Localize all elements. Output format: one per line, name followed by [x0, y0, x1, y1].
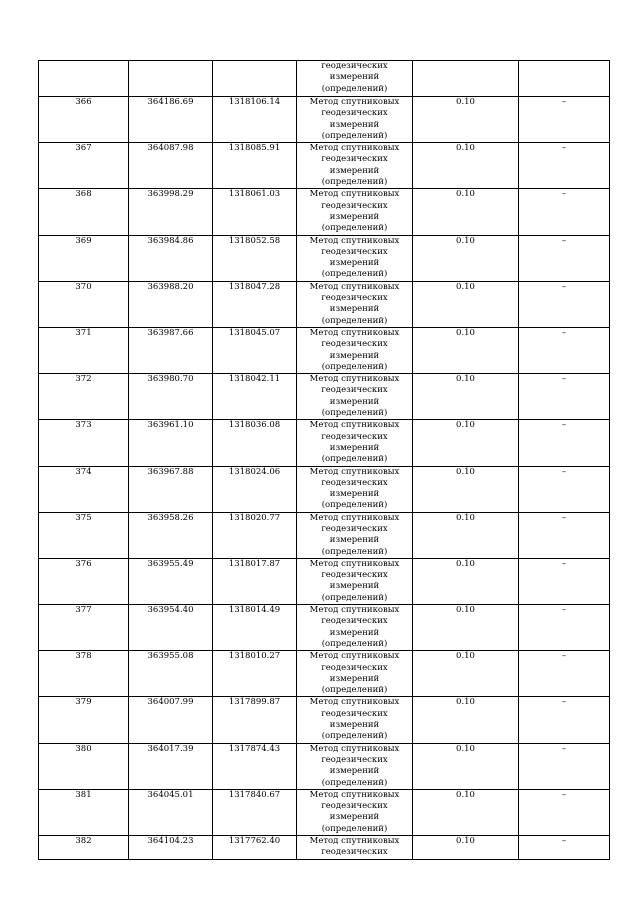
method-line: геодезических: [321, 339, 388, 350]
accuracy-cell: 0.10: [413, 743, 519, 789]
point-number-cell: 381: [39, 789, 129, 835]
table-row: [39, 143, 610, 189]
point-number-cell: 372: [39, 374, 129, 420]
point-number-cell: 380: [39, 743, 129, 789]
method-line: геодезических: [321, 801, 388, 812]
x-coordinate-cell: 364017.39: [129, 743, 213, 789]
table-row: [39, 789, 610, 835]
x-coordinate-cell: 364007.99: [129, 697, 213, 743]
y-coordinate-cell: 1318014.49: [213, 605, 297, 651]
method-line: геодезических: [321, 616, 388, 627]
method-line: Метод спутниковых: [309, 420, 400, 431]
method-line: (определений): [321, 546, 388, 557]
method-line: измерений: [329, 720, 380, 731]
method-line: измерений: [329, 766, 380, 777]
method-line: Метод спутниковых: [309, 512, 400, 523]
accuracy-cell: 0.10: [413, 327, 519, 373]
method-line: измерений: [329, 812, 380, 823]
note-cell: –: [519, 789, 610, 835]
y-coordinate-cell: 1318085.91: [213, 143, 297, 189]
method-line: геодезических: [321, 523, 388, 534]
method-line: измерений: [329, 442, 380, 453]
x-coordinate-cell: 363987.66: [129, 327, 213, 373]
method-line: геодезических: [321, 61, 388, 71]
method-line: измерений: [329, 72, 380, 83]
method-line: Метод спутниковых: [309, 789, 400, 800]
method-cell: [297, 61, 413, 97]
method-cell: [297, 189, 413, 235]
table-row-fragment-top: [39, 61, 610, 97]
note-cell: [519, 61, 610, 97]
x-coordinate-cell: 363955.49: [129, 558, 213, 604]
method-line: Метод спутниковых: [309, 97, 400, 107]
x-coordinate-cell: 364186.69: [129, 97, 213, 143]
method-line: (определений): [321, 500, 388, 511]
method-line: (определений): [321, 177, 388, 188]
method-line: измерений: [329, 258, 380, 269]
method-cell: [297, 651, 413, 697]
point-number-cell: 373: [39, 420, 129, 466]
method-line: геодезических: [321, 477, 388, 488]
y-coordinate-cell: 1318024.06: [213, 466, 297, 512]
note-cell: –: [519, 697, 610, 743]
coordinates-table: [38, 60, 610, 860]
method-line: геодезических: [321, 754, 388, 765]
accuracy-cell: 0.10: [413, 512, 519, 558]
accuracy-cell: 0.10: [413, 651, 519, 697]
y-coordinate-cell: 1318020.77: [213, 512, 297, 558]
table-row-fragment-bottom: [39, 836, 610, 860]
method-line: измерений: [329, 165, 380, 176]
point-number-cell: 369: [39, 235, 129, 281]
method-line: Метод спутниковых: [309, 281, 400, 292]
point-number-cell: 370: [39, 281, 129, 327]
method-line: геодезических: [321, 431, 388, 442]
x-coordinate-cell: 363988.20: [129, 281, 213, 327]
method-line: (определений): [321, 731, 388, 742]
table-row: [39, 189, 610, 235]
method-line: (определений): [321, 823, 388, 834]
method-line: Метод спутниковых: [309, 836, 400, 846]
note-cell: –: [519, 558, 610, 604]
accuracy-cell: 0.10: [413, 143, 519, 189]
method-line: измерений: [329, 396, 380, 407]
method-line: Метод спутниковых: [309, 235, 400, 246]
method-line: измерений: [329, 673, 380, 684]
accuracy-cell: 0.10: [413, 235, 519, 281]
accuracy-cell: 0.10: [413, 836, 519, 860]
method-line: (определений): [321, 454, 388, 465]
method-cell: [297, 789, 413, 835]
method-cell: [297, 235, 413, 281]
y-coordinate-cell: 1318047.28: [213, 281, 297, 327]
table-row: [39, 327, 610, 373]
point-number-cell: 366: [39, 97, 129, 143]
accuracy-cell: 0.10: [413, 466, 519, 512]
method-line: Метод спутниковых: [309, 697, 400, 708]
y-coordinate-cell: 1318042.11: [213, 374, 297, 420]
method-line: измерений: [329, 119, 380, 130]
note-cell: –: [519, 281, 610, 327]
x-coordinate-cell: 363984.86: [129, 235, 213, 281]
accuracy-cell: 0.10: [413, 558, 519, 604]
method-line: Метод спутниковых: [309, 327, 400, 338]
note-cell: –: [519, 189, 610, 235]
method-line: (определений): [321, 592, 388, 603]
y-coordinate-cell: 1318045.07: [213, 327, 297, 373]
x-coordinate-cell: 364087.98: [129, 143, 213, 189]
note-cell: –: [519, 97, 610, 143]
y-coordinate-cell: 1318010.27: [213, 651, 297, 697]
accuracy-cell: 0.10: [413, 605, 519, 651]
note-cell: –: [519, 420, 610, 466]
method-line: (определений): [321, 408, 388, 419]
table-row: [39, 605, 610, 651]
note-cell: –: [519, 605, 610, 651]
method-line: измерений: [329, 304, 380, 315]
method-line: (определений): [321, 361, 388, 372]
method-cell: [297, 697, 413, 743]
point-number-cell: 374: [39, 466, 129, 512]
method-cell: [297, 743, 413, 789]
method-cell: [297, 558, 413, 604]
note-cell: –: [519, 651, 610, 697]
y-coordinate-cell: 1317899.87: [213, 697, 297, 743]
method-line: (определений): [321, 315, 388, 326]
method-line: (определений): [321, 223, 388, 234]
table-row: [39, 374, 610, 420]
point-number-cell: 375: [39, 512, 129, 558]
x-coordinate-cell: 363961.10: [129, 420, 213, 466]
y-coordinate-cell: [213, 61, 297, 97]
table-row: [39, 743, 610, 789]
x-coordinate-cell: 363954.40: [129, 605, 213, 651]
table-body: [39, 61, 610, 860]
method-cell: [297, 97, 413, 143]
point-number-cell: 377: [39, 605, 129, 651]
method-line: Метод спутниковых: [309, 743, 400, 754]
table-row: [39, 97, 610, 143]
method-line: геодезических: [321, 293, 388, 304]
method-line: измерений: [329, 350, 380, 361]
accuracy-cell: 0.10: [413, 189, 519, 235]
point-number-cell: [39, 61, 129, 97]
table-row: [39, 651, 610, 697]
method-line: измерений: [329, 211, 380, 222]
table-row: [39, 466, 610, 512]
table-row: [39, 697, 610, 743]
x-coordinate-cell: [129, 61, 213, 97]
method-line: геодезических: [321, 154, 388, 165]
note-cell: –: [519, 836, 610, 860]
y-coordinate-cell: 1317840.67: [213, 789, 297, 835]
point-number-cell: 368: [39, 189, 129, 235]
method-line: (определений): [321, 83, 388, 94]
y-coordinate-cell: 1318061.03: [213, 189, 297, 235]
point-number-cell: 382: [39, 836, 129, 860]
method-cell: [297, 512, 413, 558]
accuracy-cell: 0.10: [413, 697, 519, 743]
method-line: геодезических: [321, 200, 388, 211]
method-line: измерений: [329, 535, 380, 546]
point-number-cell: 379: [39, 697, 129, 743]
method-line: Метод спутниковых: [309, 189, 400, 200]
y-coordinate-cell: 1318106.14: [213, 97, 297, 143]
method-cell: [297, 466, 413, 512]
note-cell: –: [519, 374, 610, 420]
method-line: геодезических: [321, 385, 388, 396]
method-cell: [297, 605, 413, 651]
method-line: геодезических: [321, 246, 388, 257]
x-coordinate-cell: 363967.88: [129, 466, 213, 512]
method-line: измерений: [329, 627, 380, 638]
y-coordinate-cell: 1318052.58: [213, 235, 297, 281]
x-coordinate-cell: 364104.23: [129, 836, 213, 860]
method-line: Метод спутниковых: [309, 143, 400, 154]
method-line: Метод спутниковых: [309, 466, 400, 477]
x-coordinate-cell: 363958.26: [129, 512, 213, 558]
point-number-cell: 378: [39, 651, 129, 697]
point-number-cell: 376: [39, 558, 129, 604]
note-cell: –: [519, 512, 610, 558]
accuracy-cell: [413, 61, 519, 97]
accuracy-cell: 0.10: [413, 97, 519, 143]
note-cell: –: [519, 466, 610, 512]
accuracy-cell: 0.10: [413, 374, 519, 420]
method-line: Метод спутниковых: [309, 558, 400, 569]
note-cell: –: [519, 143, 610, 189]
method-cell: [297, 836, 413, 860]
y-coordinate-cell: 1317874.43: [213, 743, 297, 789]
accuracy-cell: 0.10: [413, 281, 519, 327]
method-line: (определений): [321, 777, 388, 788]
table-row: [39, 281, 610, 327]
method-line: геодезических: [321, 108, 388, 119]
y-coordinate-cell: 1317762.40: [213, 836, 297, 860]
method-cell: [297, 374, 413, 420]
table-row: [39, 235, 610, 281]
note-cell: –: [519, 743, 610, 789]
table-row: [39, 512, 610, 558]
method-line: (определений): [321, 638, 388, 649]
x-coordinate-cell: 364045.01: [129, 789, 213, 835]
method-line: геодезических: [321, 662, 388, 673]
accuracy-cell: 0.10: [413, 789, 519, 835]
method-cell: [297, 420, 413, 466]
method-cell: [297, 327, 413, 373]
method-line: Метод спутниковых: [309, 374, 400, 385]
method-line: Метод спутниковых: [309, 651, 400, 662]
method-line: геодезических: [321, 847, 388, 858]
method-line: (определений): [321, 130, 388, 141]
y-coordinate-cell: 1318017.87: [213, 558, 297, 604]
method-line: геодезических: [321, 570, 388, 581]
note-cell: –: [519, 327, 610, 373]
accuracy-cell: 0.10: [413, 420, 519, 466]
x-coordinate-cell: 363980.70: [129, 374, 213, 420]
point-number-cell: 367: [39, 143, 129, 189]
x-coordinate-cell: 363955.08: [129, 651, 213, 697]
method-line: измерений: [329, 581, 380, 592]
method-line: Метод спутниковых: [309, 605, 400, 616]
method-cell: [297, 281, 413, 327]
method-line: измерений: [329, 489, 380, 500]
method-line: геодезических: [321, 708, 388, 719]
method-cell: [297, 143, 413, 189]
x-coordinate-cell: 363998.29: [129, 189, 213, 235]
point-number-cell: 371: [39, 327, 129, 373]
method-line: (определений): [321, 685, 388, 696]
method-line: (определений): [321, 269, 388, 280]
y-coordinate-cell: 1318036.08: [213, 420, 297, 466]
note-cell: –: [519, 235, 610, 281]
table-row: [39, 420, 610, 466]
table-row: [39, 558, 610, 604]
